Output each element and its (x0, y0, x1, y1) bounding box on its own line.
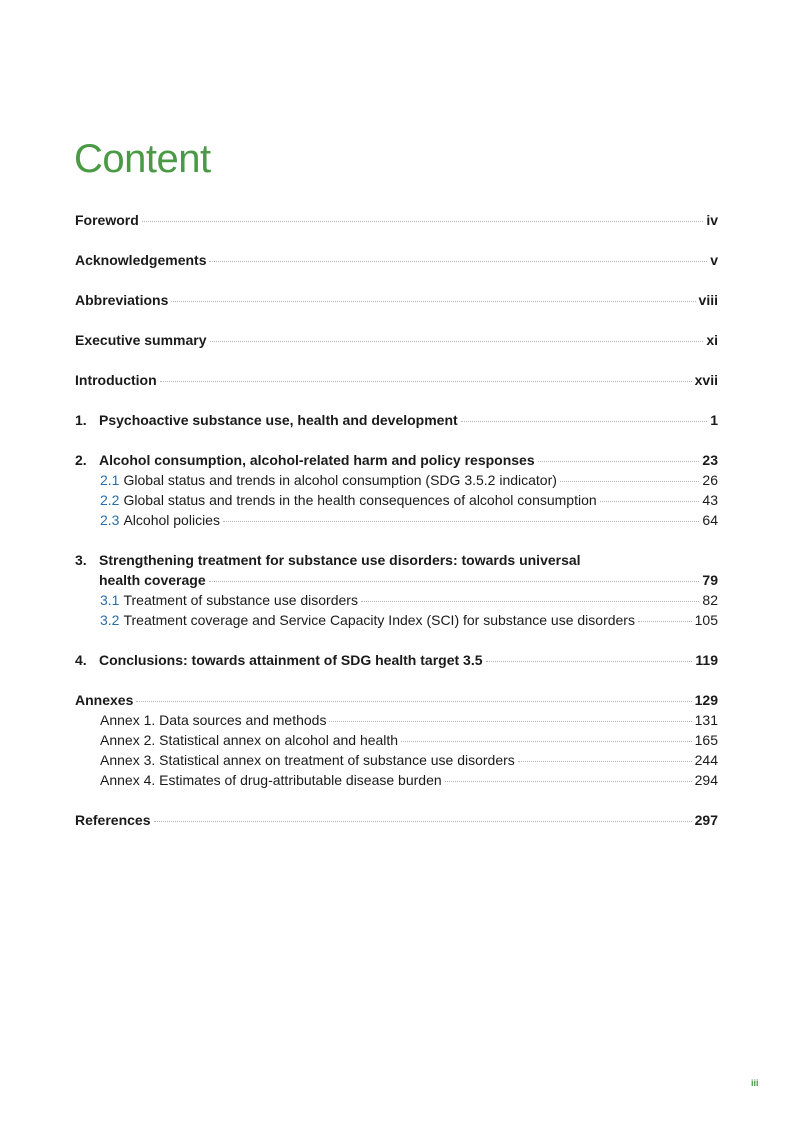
dot-leader (329, 721, 691, 722)
toc-entry-title: Treatment coverage and Service Capacity Index (SCI) for substance use disorders (123, 612, 635, 628)
toc-entry-page: 129 (694, 692, 718, 708)
toc-entry-title: Annex 1. Data sources and methods (100, 712, 327, 728)
dot-leader (209, 581, 700, 582)
toc-entry-page: iv (706, 212, 718, 228)
toc-entry-title: Conclusions: towards attainment of SDG health target 3.5 (99, 652, 483, 668)
dot-leader (486, 661, 693, 662)
dot-leader (210, 341, 704, 342)
toc-entry-page: 165 (694, 732, 718, 748)
toc-entry-page: 297 (694, 812, 718, 828)
toc-entry-title: Annex 2. Statistical annex on alcohol and health (100, 732, 399, 748)
dot-leader (136, 701, 691, 702)
toc-entry-title: References (75, 812, 151, 828)
toc-entry-abbreviations[interactable] (75, 290, 718, 310)
toc-entry-title: Annex 3. Statistical annex on treatment of substance use disorders (100, 752, 515, 768)
toc-entry-section-3-2[interactable] (75, 610, 718, 630)
toc-entry-annex-3[interactable] (75, 750, 718, 770)
dot-leader (142, 221, 704, 222)
toc-entry-page: 244 (694, 752, 718, 768)
toc-entry-chapter-3-continued[interactable] (75, 570, 718, 590)
dot-leader (461, 421, 708, 422)
table-of-contents (75, 210, 718, 830)
toc-entry-section-2-2[interactable] (75, 490, 718, 510)
toc-entry-title: Abbreviations (75, 292, 169, 308)
dot-leader (154, 821, 692, 822)
toc-entry-page: 79 (702, 572, 718, 588)
chapter-number: 4. (75, 652, 87, 668)
toc-entry-page: 294 (694, 772, 718, 788)
toc-entry-title: Strengthening treatment for substance use disorders: towards universal (99, 552, 581, 568)
dot-leader (560, 481, 700, 482)
dot-leader (361, 601, 699, 602)
chapter-number: 2. (75, 452, 87, 468)
toc-entry-page: v (710, 252, 718, 268)
toc-entry-title: Global status and trends in the health consequences of alcohol consumption (123, 492, 597, 508)
toc-entry-title: Alcohol policies (123, 512, 220, 528)
chapter-number: 1. (75, 412, 87, 428)
section-number: 2.1 (100, 472, 120, 488)
page-title: Content (74, 136, 211, 181)
toc-entry-annex-4[interactable] (75, 770, 718, 790)
dot-leader (209, 261, 707, 262)
toc-entry-page: 1 (710, 412, 718, 428)
toc-entry-introduction[interactable] (75, 370, 718, 390)
toc-entry-title: Annex 4. Estimates of drug-attributable disease burden (100, 772, 442, 788)
toc-entry-title: Foreword (75, 212, 139, 228)
toc-entry-title: Psychoactive substance use, health and development (99, 412, 458, 428)
toc-entry-section-2-3[interactable] (75, 510, 718, 530)
section-number: 3.2 (100, 612, 120, 628)
toc-entry-title: Treatment of substance use disorders (123, 592, 358, 608)
toc-entry-page: 131 (694, 712, 718, 728)
toc-entry-title: Annexes (75, 692, 134, 708)
toc-entry-page: 43 (702, 492, 718, 508)
toc-entry-title: Acknowledgements (75, 252, 207, 268)
dot-leader (518, 761, 692, 762)
toc-entry-title: Alcohol consumption, alcohol-related harm and policy responses (99, 452, 535, 468)
dot-leader (538, 461, 700, 462)
toc-entry-executive-summary[interactable] (75, 330, 718, 350)
toc-entry-chapter-3[interactable] (75, 550, 718, 570)
chapter-number: 3. (75, 552, 87, 568)
toc-entry-chapter-1[interactable] (75, 410, 718, 430)
dot-leader (638, 621, 692, 622)
toc-entry-page: 105 (694, 612, 718, 628)
toc-entry-chapter-4[interactable] (75, 650, 718, 670)
toc-entry-annexes[interactable] (75, 690, 718, 710)
section-number: 2.2 (100, 492, 120, 508)
toc-entry-title: Executive summary (75, 332, 207, 348)
toc-entry-foreword[interactable] (75, 210, 718, 230)
toc-entry-section-3-1[interactable] (75, 590, 718, 610)
toc-entry-annex-1[interactable] (75, 710, 718, 730)
dot-leader (171, 301, 695, 302)
dot-leader (600, 501, 700, 502)
toc-entry-page: xvii (694, 372, 718, 388)
dot-leader (160, 381, 692, 382)
toc-entry-section-2-1[interactable] (75, 470, 718, 490)
toc-entry-page: xi (706, 332, 718, 348)
page-number: iii (751, 1078, 759, 1088)
section-number: 2.3 (100, 512, 120, 528)
toc-entry-page: 23 (702, 452, 718, 468)
toc-entry-page: 64 (702, 512, 718, 528)
toc-entry-title: Global status and trends in alcohol consumption (SDG 3.5.2 indicator) (123, 472, 557, 488)
toc-entry-page: 82 (702, 592, 718, 608)
dot-leader (445, 781, 692, 782)
toc-entry-acknowledgements[interactable] (75, 250, 718, 270)
dot-leader (223, 521, 699, 522)
toc-entry-title: health coverage (99, 572, 206, 588)
toc-entry-chapter-2[interactable] (75, 450, 718, 470)
dot-leader (401, 741, 692, 742)
toc-entry-references[interactable] (75, 810, 718, 830)
toc-entry-annex-2[interactable] (75, 730, 718, 750)
toc-entry-title: Introduction (75, 372, 157, 388)
toc-entry-page: 119 (695, 652, 718, 668)
toc-entry-page: 26 (702, 472, 718, 488)
section-number: 3.1 (100, 592, 120, 608)
toc-entry-page: viii (698, 292, 718, 308)
